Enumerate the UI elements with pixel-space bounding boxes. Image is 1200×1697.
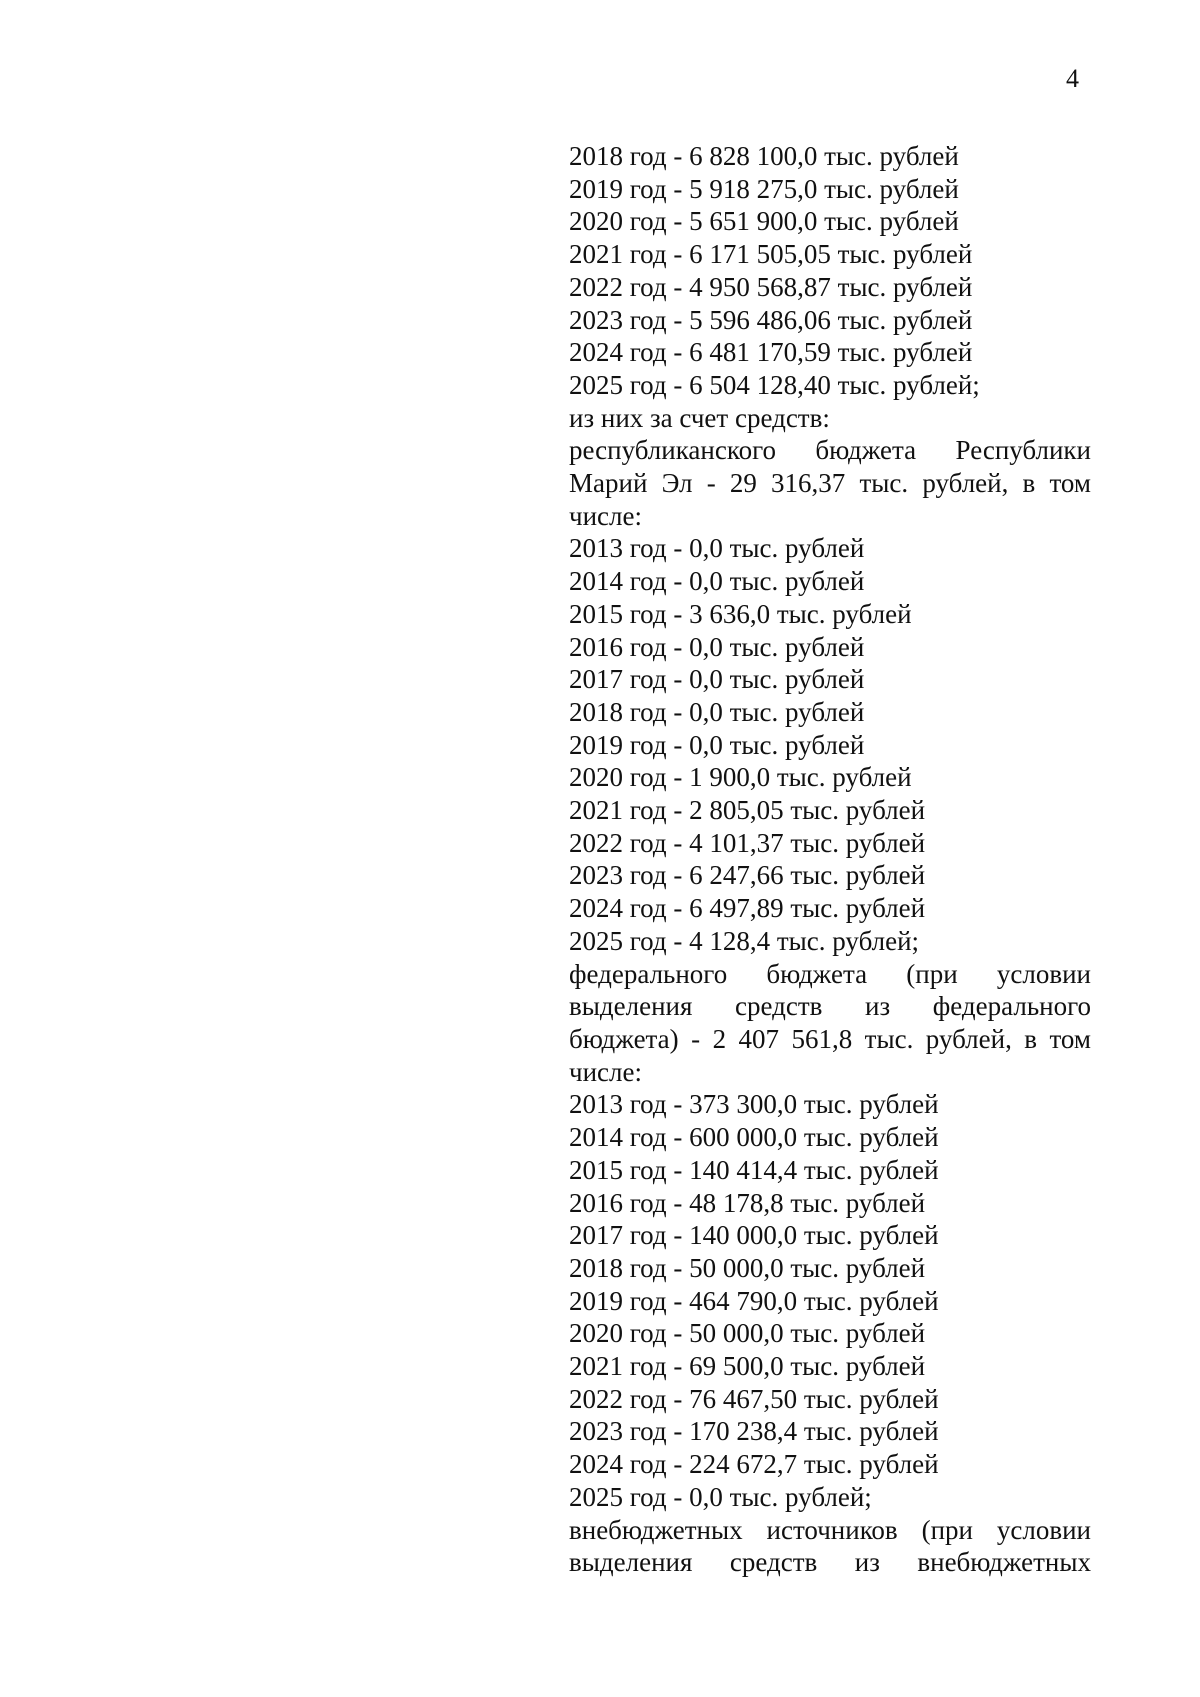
text-line: Марий Эл - 29 316,37 тыс. рублей, в том xyxy=(569,468,1091,499)
text-line: 2020 год - 50 000,0 тыс. рублей xyxy=(569,1318,926,1349)
text-line: 2013 год - 0,0 тыс. рублей xyxy=(569,533,865,564)
text-line: 2023 год - 170 238,4 тыс. рублей xyxy=(569,1416,939,1447)
text-line: из них за счет средств: xyxy=(569,402,830,433)
text-line: 2018 год - 0,0 тыс. рублей xyxy=(569,696,865,727)
text-line: выделения средств из внебюджетных xyxy=(569,1547,1091,1578)
text-line: 2013 год - 373 300,0 тыс. рублей xyxy=(569,1089,939,1120)
text-line: 2020 год - 5 651 900,0 тыс. рублей xyxy=(569,206,959,237)
text-line: числе: xyxy=(569,500,642,531)
text-line: 2016 год - 0,0 тыс. рублей xyxy=(569,631,865,662)
text-line: внебюджетных источников (при условии xyxy=(569,1514,1091,1545)
text-line: 2015 год - 3 636,0 тыс. рублей xyxy=(569,598,912,629)
text-line: 2024 год - 6 497,89 тыс. рублей xyxy=(569,893,926,924)
text-line: 2022 год - 76 467,50 тыс. рублей xyxy=(569,1383,939,1414)
text-line: 2022 год - 4 950 568,87 тыс. рублей xyxy=(569,271,973,302)
funding-text-block xyxy=(569,140,1091,1579)
text-line: 2019 год - 5 918 275,0 тыс. рублей xyxy=(569,173,959,204)
text-line: 2024 год - 224 672,7 тыс. рублей xyxy=(569,1449,939,1480)
text-line: 2021 год - 2 805,05 тыс. рублей xyxy=(569,795,926,826)
text-line: федерального бюджета (при условии xyxy=(569,958,1091,989)
text-line: выделения средств из федерального xyxy=(569,991,1091,1022)
text-line: 2025 год - 0,0 тыс. рублей; xyxy=(569,1481,872,1512)
page-number: 4 xyxy=(1066,64,1079,93)
text-line: 2014 год - 600 000,0 тыс. рублей xyxy=(569,1122,939,1153)
text-line: 2017 год - 140 000,0 тыс. рублей xyxy=(569,1220,939,1251)
text-line: бюджета) - 2 407 561,8 тыс. рублей, в том xyxy=(569,1023,1091,1054)
text-line: 2021 год - 69 500,0 тыс. рублей xyxy=(569,1351,926,1382)
text-line: 2019 год - 464 790,0 тыс. рублей xyxy=(569,1285,939,1316)
text-line: 2019 год - 0,0 тыс. рублей xyxy=(569,729,865,760)
text-line: 2021 год - 6 171 505,05 тыс. рублей xyxy=(569,239,973,270)
text-line: 2025 год - 4 128,4 тыс. рублей; xyxy=(569,925,920,956)
text-line: числе: xyxy=(569,1056,642,1087)
text-line: республиканского бюджета Республики xyxy=(569,435,1091,466)
text-line: 2017 год - 0,0 тыс. рублей xyxy=(569,664,865,695)
text-line: 2018 год - 6 828 100,0 тыс. рублей xyxy=(569,141,959,171)
text-line: 2025 год - 6 504 128,40 тыс. рублей; xyxy=(569,369,980,400)
text-line: 2015 год - 140 414,4 тыс. рублей xyxy=(569,1154,939,1185)
text-line: 2016 год - 48 178,8 тыс. рублей xyxy=(569,1187,926,1218)
text-line: 2018 год - 50 000,0 тыс. рублей xyxy=(569,1252,926,1283)
text-line: 2024 год - 6 481 170,59 тыс. рублей xyxy=(569,337,973,368)
text-line: 2023 год - 6 247,66 тыс. рублей xyxy=(569,860,926,891)
text-line: 2020 год - 1 900,0 тыс. рублей xyxy=(569,762,912,793)
text-line: 2022 год - 4 101,37 тыс. рублей xyxy=(569,827,926,858)
text-line: 2014 год - 0,0 тыс. рублей xyxy=(569,566,865,597)
text-line: 2023 год - 5 596 486,06 тыс. рублей xyxy=(569,304,973,335)
